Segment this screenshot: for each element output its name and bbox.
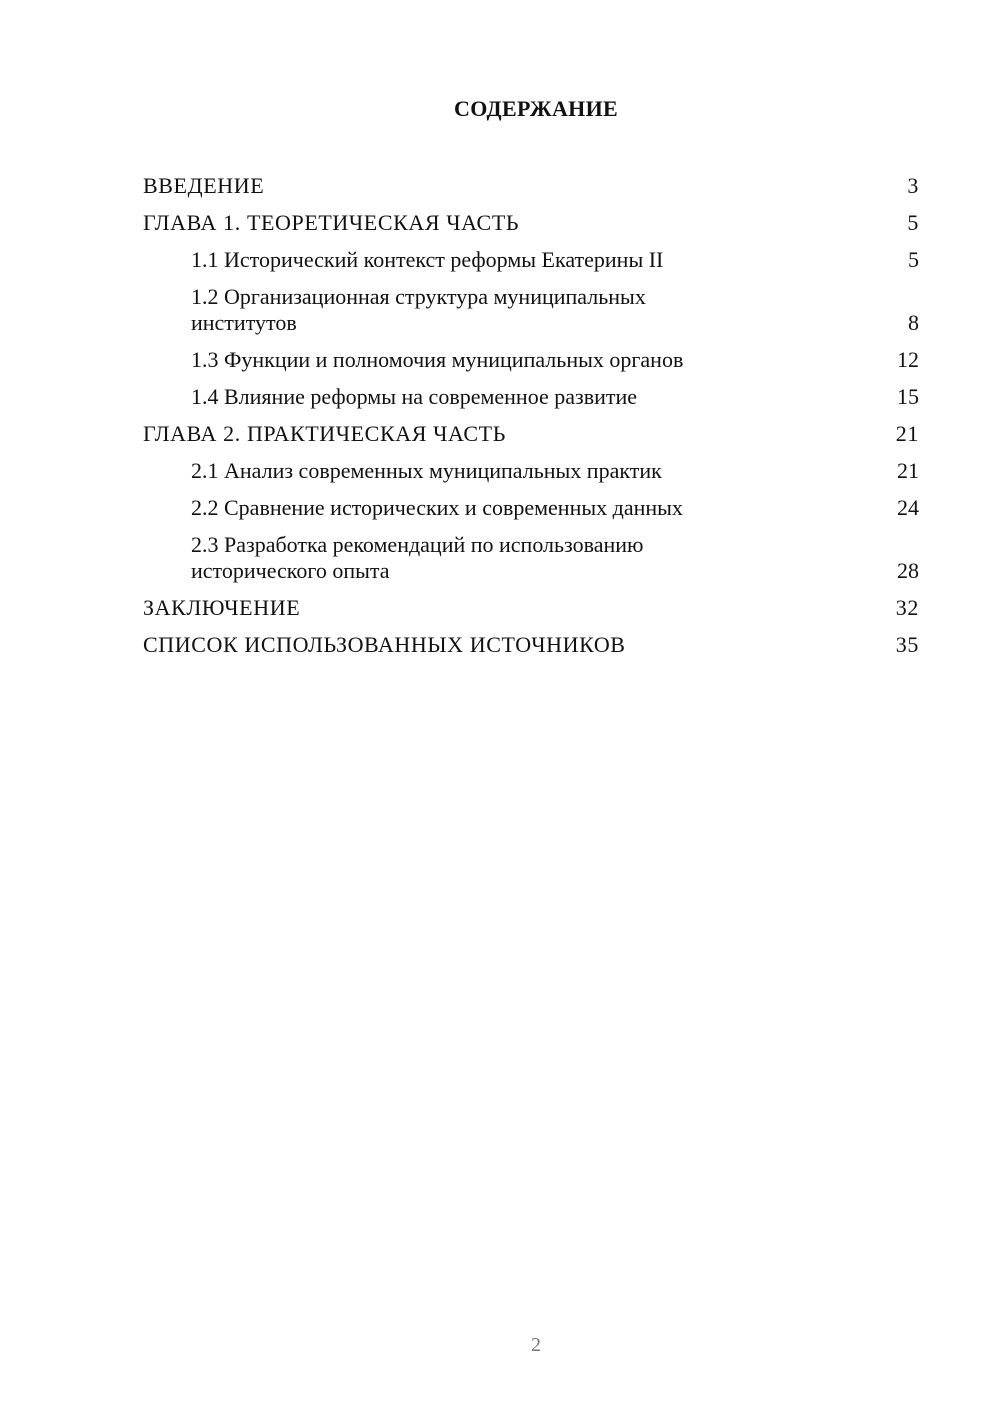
toc-item-label: ГЛАВА 1. ТЕОРЕТИЧЕСКАЯ ЧАСТЬ: [143, 210, 520, 235]
toc-item-label: СПИСОК ИСПОЛЬЗОВАННЫХ ИСТОЧНИКОВ: [143, 632, 626, 657]
toc-item-page: 21: [895, 421, 919, 446]
table-of-contents: [143, 168, 919, 664]
toc-item-references[interactable]: [143, 627, 919, 664]
toc-item-label: 1.4 Влияние реформы на современное развитие: [191, 384, 638, 409]
toc-item-label: 1.3 Функции и полномочия муниципальных органов: [191, 347, 684, 372]
toc-item-page: 5: [907, 210, 919, 235]
toc-item-label: 1.2 Организационная структура муниципальных институтов: [191, 284, 646, 335]
toc-item-conclusion[interactable]: [143, 590, 919, 627]
toc-item-page: 32: [895, 595, 919, 620]
toc-item-section-1-3[interactable]: [143, 342, 919, 379]
toc-item-label: ВВЕДЕНИЕ: [143, 173, 265, 198]
toc-item-section-2-3[interactable]: [143, 527, 919, 590]
toc-item-label: 2.2 Сравнение исторических и современных данных: [191, 495, 683, 520]
toc-item-label: ГЛАВА 2. ПРАКТИЧЕСКАЯ ЧАСТЬ: [143, 421, 506, 446]
toc-item-page: 21: [897, 458, 919, 483]
toc-item-page: 24: [897, 495, 919, 520]
toc-item-page: 12: [897, 347, 919, 372]
toc-item-label: ЗАКЛЮЧЕНИЕ: [143, 595, 301, 620]
page-number: 2: [531, 1334, 541, 1356]
toc-item-page: 28: [897, 558, 919, 583]
toc-item-page: 5: [908, 247, 919, 272]
toc-item-chapter-1[interactable]: [143, 205, 919, 242]
page-title: СОДЕРЖАНИЕ: [454, 96, 618, 121]
toc-item-page: 15: [897, 384, 919, 409]
toc-item-section-1-2[interactable]: [143, 279, 919, 342]
toc-item-label: 2.3 Разработка рекомендаций по использованию исторического опыта: [191, 532, 644, 583]
toc-item-page: 8: [908, 310, 919, 335]
toc-item-section-1-4[interactable]: [143, 379, 919, 416]
toc-item-section-2-2[interactable]: [143, 490, 919, 527]
toc-item-chapter-2[interactable]: [143, 416, 919, 453]
toc-item-label: 1.1 Исторический контекст реформы Екатерины II: [191, 247, 664, 272]
toc-item-page: 35: [895, 632, 919, 657]
toc-item-page: 3: [907, 173, 919, 198]
toc-item-section-2-1[interactable]: [143, 453, 919, 490]
toc-item-introduction[interactable]: [143, 168, 919, 205]
toc-item-label: 2.1 Анализ современных муниципальных практик: [191, 458, 662, 483]
toc-item-section-1-1[interactable]: [143, 242, 919, 279]
